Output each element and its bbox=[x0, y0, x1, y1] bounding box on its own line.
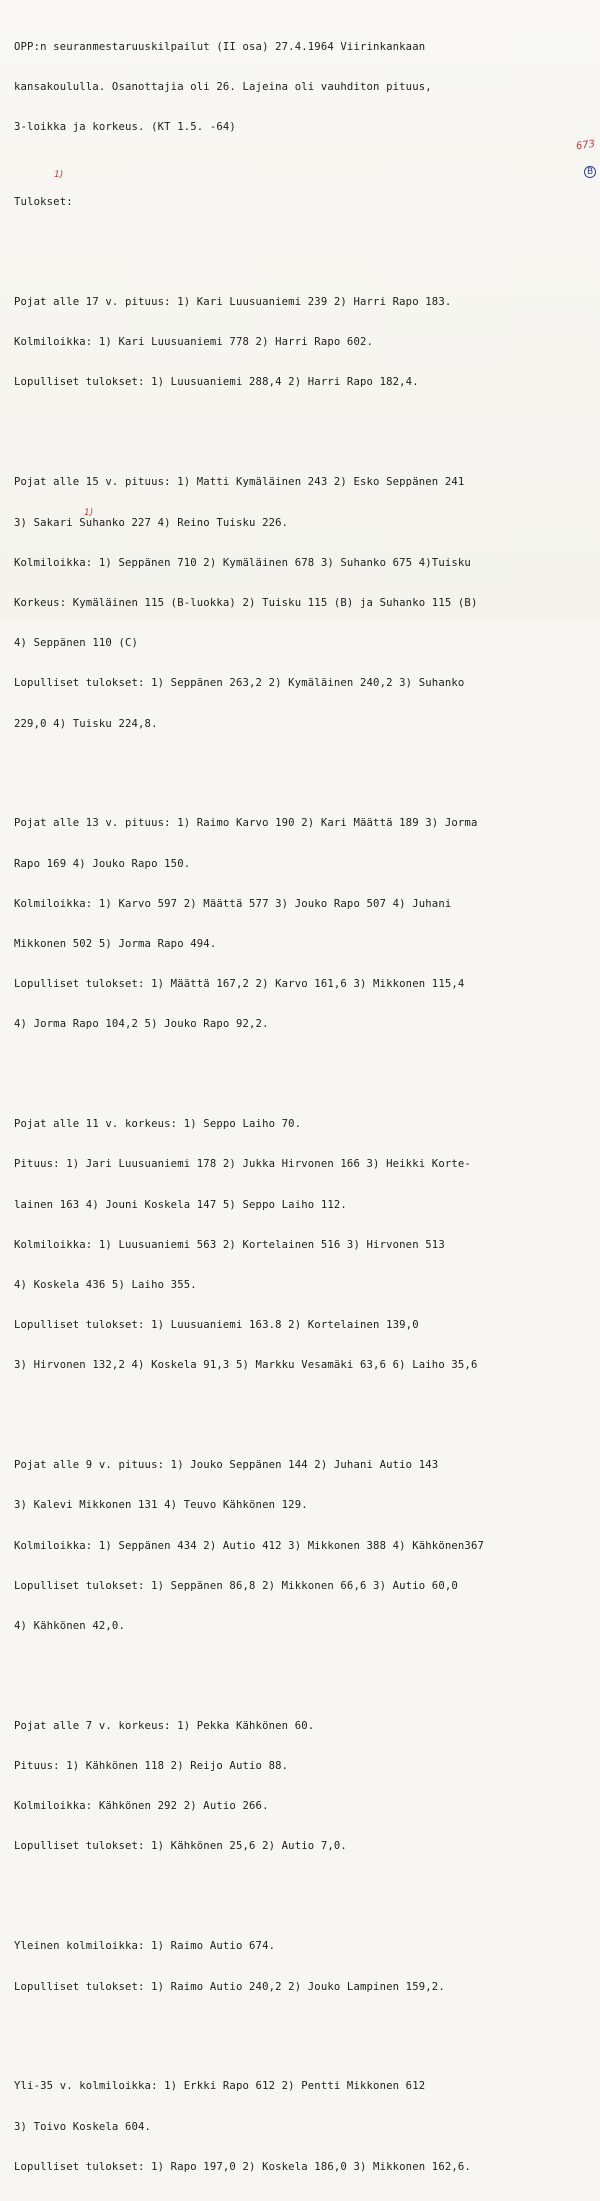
section-7-line: Pojat alle 7 v. korkeus: 1) Pekka Kähkönen 60. bbox=[14, 1719, 315, 1732]
section-17-line: Kolmiloikka: 1) Kari Luusuaniemi 778 2) Harri Rapo 602. bbox=[14, 336, 374, 349]
section-9-line: Pojat alle 9 v. pituus: 1) Jouko Seppänen 144 2) Juhani Autio 143 bbox=[14, 1459, 439, 1472]
results-heading: Tulokset: bbox=[14, 196, 73, 209]
section-35-line: Yli-35 v. kolmiloikka: 1) Erkki Rapo 612 2) Pentti Mikkonen 612 bbox=[14, 2080, 426, 2093]
header-line-2: kansakoululla. Osanottajia oli 26. Lajeina oli vauhditon pituus, bbox=[14, 81, 432, 94]
section-15-line: Korkeus: Kymäläinen 115 (B-luokka) 2) Tuisku 115 (B) ja Suhanko 115 (B) bbox=[14, 596, 478, 609]
section-13-line: Mikkonen 502 5) Jorma Rapo 494. bbox=[14, 937, 217, 950]
section-15-line: 229,0 4) Tuisku 224,8. bbox=[14, 717, 158, 730]
section-7-line: Kolmiloikka: Kähkönen 292 2) Autio 266. bbox=[14, 1800, 269, 1813]
section-11-line: Kolmiloikka: 1) Luusuaniemi 563 2) Kortelainen 516 3) Hirvonen 513 bbox=[14, 1238, 445, 1251]
section-15-line: 3) Sakari Suhanko 227 4) Reino Tuisku 226. bbox=[14, 516, 289, 529]
red-margin-note: 673 bbox=[575, 138, 596, 153]
header-line-3: 3-loikka ja korkeus. (KT 1.5. -64) bbox=[14, 121, 236, 134]
section-11-line: Pojat alle 11 v. korkeus: 1) Seppo Laiho 70. bbox=[14, 1118, 302, 1131]
section-11-line: lainen 163 4) Jouni Koskela 147 5) Seppo Laiho 112. bbox=[14, 1198, 347, 1211]
section-7-line: Lopulliset tulokset: 1) Kähkönen 25,6 2) Autio 7,0. bbox=[14, 1840, 347, 1853]
section-35-line: 3) Toivo Koskela 604. bbox=[14, 2120, 152, 2133]
section-9-line: 3) Kalevi Mikkonen 131 4) Teuvo Kähkönen 129. bbox=[14, 1499, 308, 1512]
red-handwritten-mark: 1) bbox=[84, 508, 94, 518]
section-13-line: Rapo 169 4) Jouko Rapo 150. bbox=[14, 857, 191, 870]
typed-text-block bbox=[14, 14, 598, 2201]
section-13-line: Kolmiloikka: 1) Karvo 597 2) Määttä 577 3) Jouko Rapo 507 4) Juhani bbox=[14, 897, 452, 910]
section-17-line: Lopulliset tulokset: 1) Luusuaniemi 288,4 2) Harri Rapo 182,4. bbox=[14, 376, 419, 389]
section-15-line: Lopulliset tulokset: 1) Seppänen 263,2 2) Kymäläinen 240,2 3) Suhanko bbox=[14, 677, 465, 690]
section-13-line: Pojat alle 13 v. pituus: 1) Raimo Karvo 190 2) Kari Määttä 189 3) Jorma bbox=[14, 817, 478, 830]
section-11-line: Pituus: 1) Jari Luusuaniemi 178 2) Jukka Hirvonen 166 3) Heikki Korte- bbox=[14, 1158, 471, 1171]
section-13-line: 4) Jorma Rapo 104,2 5) Jouko Rapo 92,2. bbox=[14, 1018, 269, 1031]
section-7-line: Pituus: 1) Kähkönen 118 2) Reijo Autio 88. bbox=[14, 1760, 289, 1773]
section-15-line: 4) Seppänen 110 (C) bbox=[14, 637, 139, 650]
section-11-line: 3) Hirvonen 132,2 4) Koskela 91,3 5) Markku Vesamäki 63,6 6) Laiho 35,6 bbox=[14, 1359, 478, 1372]
section-13-line: Lopulliset tulokset: 1) Määttä 167,2 2) Karvo 161,6 3) Mikkonen 115,4 bbox=[14, 978, 465, 991]
section-15-line: Pojat alle 15 v. pituus: 1) Matti Kymäläinen 243 2) Esko Seppänen 241 bbox=[14, 476, 465, 489]
header-line-1: OPP:n seuranmestaruuskilpailut (II osa) 27.4.1964 Viirinkankaan bbox=[14, 40, 426, 53]
section-9-line: Lopulliset tulokset: 1) Seppänen 86,8 2) Mikkonen 66,6 3) Autio 60,0 bbox=[14, 1579, 458, 1592]
red-handwritten-mark: 1) bbox=[54, 170, 64, 180]
section-11-line: Lopulliset tulokset: 1) Luusuaniemi 163.8 2) Kortelainen 139,0 bbox=[14, 1319, 419, 1332]
blue-circle-note: B bbox=[584, 166, 596, 178]
section-9-line: 4) Kähkönen 42,0. bbox=[14, 1620, 125, 1633]
section-9-line: Kolmiloikka: 1) Seppänen 434 2) Autio 412 3) Mikkonen 388 4) Kähkönen367 bbox=[14, 1539, 485, 1552]
section-15-line: Kolmiloikka: 1) Seppänen 710 2) Kymäläinen 678 3) Suhanko 675 4)Tuisku bbox=[14, 556, 471, 569]
section-17-line: Pojat alle 17 v. pituus: 1) Kari Luusuaniemi 239 2) Harri Rapo 183. bbox=[14, 296, 452, 309]
section-open-line: Yleinen kolmiloikka: 1) Raimo Autio 674. bbox=[14, 1940, 276, 1953]
section-35-line: Lopulliset tulokset: 1) Rapo 197,0 2) Koskela 186,0 3) Mikkonen 162,6. bbox=[14, 2160, 471, 2173]
section-11-line: 4) Koskela 436 5) Laiho 355. bbox=[14, 1279, 197, 1291]
section-open-line: Lopulliset tulokset: 1) Raimo Autio 240,2 2) Jouko Lampinen 159,2. bbox=[14, 1980, 445, 1993]
